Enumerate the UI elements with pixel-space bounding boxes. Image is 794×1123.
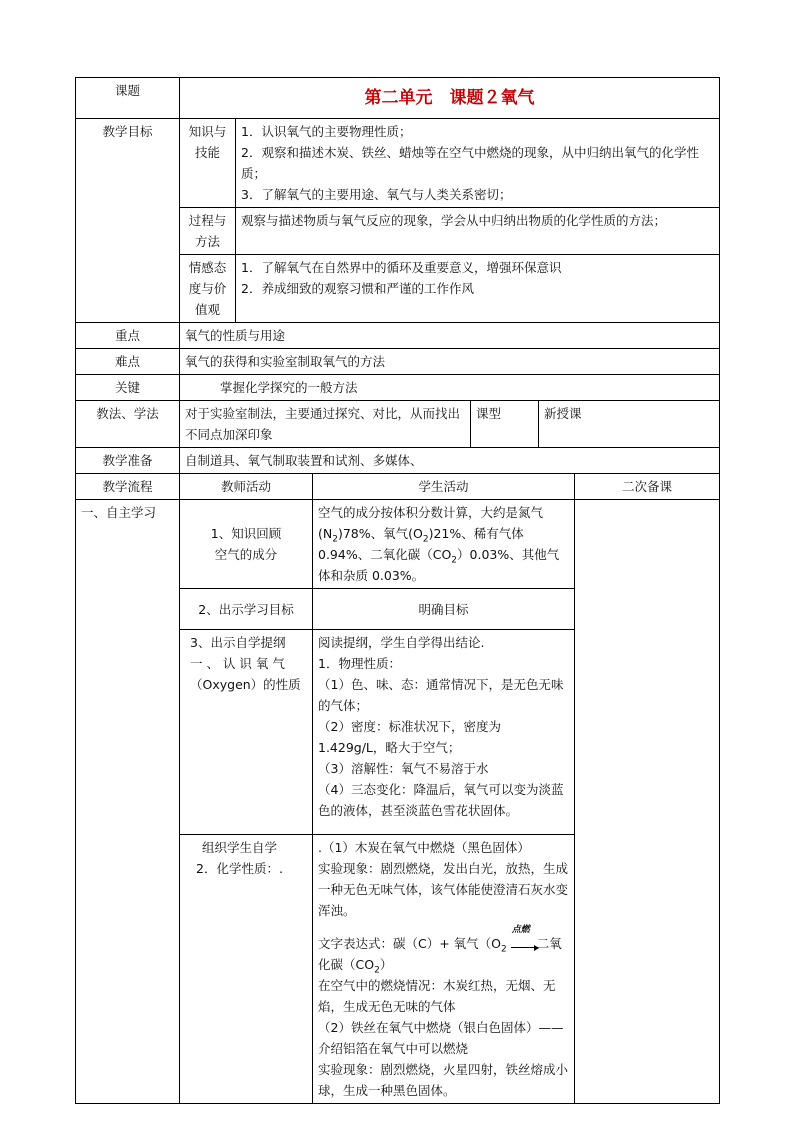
flow-section-label: 一、自主学习 (76, 500, 180, 1104)
flow-row-1 (76, 500, 720, 589)
equation-prefix: 文字表达式：碳（C）+ 氧气（O (318, 936, 502, 951)
objectives-label: 教学目标 (76, 119, 180, 323)
key-point-row (76, 323, 720, 349)
student-header: 学生活动 (313, 474, 575, 500)
emotion-item-2: 2．养成细致的观察习惯和严谨的工作作风 (241, 281, 474, 296)
difficulty-label: 难点 (76, 349, 180, 375)
preparation-text: 自制道具、氧气制取装置和试剂、多媒体、 (180, 448, 720, 474)
page-title: 第二单元 课题２氧气 (180, 78, 720, 119)
iron-phenomenon: 实验现象：剧烈燃烧，火星四射，铁丝熔成小球，生成一种黑色固体。 (318, 1062, 569, 1098)
method-row (76, 401, 720, 448)
outline-heading-2: （Oxygen）的性质 (190, 677, 301, 692)
key-point-text: 氧气的性质与用途 (180, 323, 720, 349)
oxygen-subscript: 2 (422, 534, 429, 545)
recall-subtitle: 空气的成分 (214, 547, 278, 562)
nitrogen-subscript: 2 (332, 534, 338, 545)
notes-header: 二次备课 (575, 474, 720, 500)
equation-co2-subscript: 2 (374, 965, 380, 976)
lesson-type-label: 课型 (471, 401, 539, 448)
preparation-row (76, 448, 720, 474)
charcoal-phenomenon: 实验现象：剧烈燃烧，发出白光，放热，生成一种无色无味气体，该气体能使澄清石灰水变浑浊。 (318, 861, 569, 918)
physical-states: （4）三态变化：降温后，氧气可以变为淡蓝色的液体，甚至淡蓝色雪花状固体。 (318, 782, 564, 818)
emotion-item-1: 1．了解氧气在自然界中的循环及重要意义，增强环保意识 (241, 260, 562, 275)
physical-density: （2）密度：标准状况下，密度为 1.429g/L，略大于空气； (318, 719, 501, 755)
flow-header-row (76, 474, 720, 500)
flow-row-2-student: 明确目标 (313, 589, 575, 630)
physical-intro: 阅读提纲，学生自学得出结论. (318, 635, 485, 650)
air-composition-text-b: (N (318, 526, 333, 541)
air-composition-text-c: )78%、氧气(O (337, 526, 423, 541)
flow-row-2-teacher: 2、出示学习目标 (180, 589, 313, 630)
title-row (76, 78, 720, 119)
equation-o2-subscript: 2 (501, 944, 507, 955)
physical-color: （1）色、味、态：通常情况下，是无色无味的气体； (318, 677, 564, 713)
topic-label: 课题 (76, 78, 180, 119)
organize-study: 组织学生自学 (202, 840, 278, 855)
notes-cell (575, 500, 720, 1104)
flow-row-4-student (313, 835, 575, 1104)
physical-title: 1．物理性质： (318, 656, 401, 671)
knowledge-item-2: 2．观察和描述木炭、铁丝、蜡烛等在空气中燃烧的现象，从中归纳出氧气的化学性质； (241, 145, 699, 181)
co2-subscript: 2 (451, 555, 458, 566)
knowledge-item-3: 3．了解氧气的主要用途、氧气与人类关系密切； (241, 187, 512, 202)
knowledge-content (236, 119, 720, 208)
flow-header: 教学流程 (76, 474, 180, 500)
flow-row-4-teacher (180, 835, 313, 1104)
knowledge-label: 知识与技能 (180, 119, 236, 208)
arrow-icon (511, 938, 537, 948)
lesson-type-value: 新授课 (539, 401, 720, 448)
flow-row-1-student (313, 500, 575, 589)
preparation-label: 教学准备 (76, 448, 180, 474)
charcoal-intro: .（1）木炭在氧气中燃烧（黑色固体） (318, 840, 530, 855)
method-label: 教法、学法 (76, 401, 180, 448)
outline-heading: 一 、 认 识 氧 气 (190, 656, 285, 671)
difficulty-text: 氧气的获得和实验室制取氧气的方法 (180, 349, 720, 375)
equation-end: ） (379, 957, 393, 972)
physical-solubility: （3）溶解性：氧气不易溶于水 (318, 761, 489, 776)
emotion-label: 情感态度与价值观 (180, 255, 236, 323)
method-text: 对于实验室制法，主要通过探究、对比，从而找出不同点加深印象 (180, 401, 471, 448)
air-composition-text-d: )21%、稀有气体 0.94%、二氧化碳（CO (318, 526, 524, 562)
reaction-arrow (511, 925, 537, 954)
equation-suffix: 二氧化碳（CO (318, 936, 562, 972)
process-content: 观察与描述物质与氧气反应的现象，学会从中归纳出物质的化学性质的方法； (236, 208, 720, 255)
objectives-knowledge-row (76, 119, 720, 208)
crux-text: 掌握化学探究的一般方法 (180, 375, 720, 401)
difficulty-row (76, 349, 720, 375)
flow-row-3-teacher (180, 630, 313, 835)
teacher-header: 教师活动 (180, 474, 313, 500)
crux-row (76, 375, 720, 401)
lesson-plan (75, 77, 719, 1104)
knowledge-item-1: 1．认识氧气的主要物理性质； (241, 124, 412, 139)
word-equation (318, 925, 569, 976)
iron-intro: （2）铁丝在氧气中燃烧（银白色固体）——介绍铝箔在氧气中可以燃烧 (318, 1020, 564, 1056)
air-composition-text-e: ）0.03%、其他气体和杂质 0.03%。 (318, 547, 560, 583)
key-point-label: 重点 (76, 323, 180, 349)
outline-title: 3、出示自学提纲 (190, 635, 286, 650)
flow-row-3-student (313, 630, 575, 835)
recall-title: 1、知识回顾 (210, 526, 282, 541)
air-composition-text-a: 空气的成分按体积分数计算，大约是氮气 (318, 505, 544, 520)
ignition-condition: 点燃 (511, 925, 530, 935)
flow-row-1-teacher (180, 500, 313, 589)
process-label: 过程与方法 (180, 208, 236, 255)
lesson-plan-table (75, 77, 720, 1104)
emotion-content (236, 255, 720, 323)
chemical-properties-title: 2．化学性质：. (196, 861, 283, 876)
crux-label: 关键 (76, 375, 180, 401)
charcoal-air-burning: 在空气中的燃烧情况：木炭红热，无烟、无焰，生成无色无味的气体 (318, 978, 556, 1014)
